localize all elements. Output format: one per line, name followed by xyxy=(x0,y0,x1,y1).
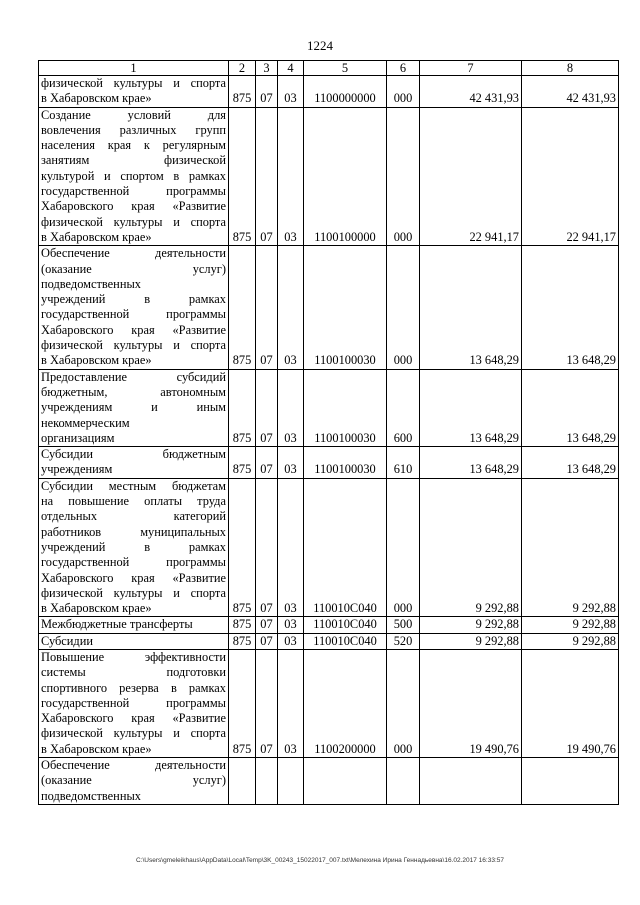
cell-section xyxy=(256,758,278,805)
description-line: Хабаровского края «Развитие xyxy=(41,199,226,214)
description-line: учреждений в рамках xyxy=(41,292,226,307)
cell-target-article: 1100000000 xyxy=(304,76,387,108)
cell-description xyxy=(39,617,229,633)
description-line: Создание условий для xyxy=(41,107,226,122)
cell-expense-type: 610 xyxy=(387,447,420,479)
description-line: государственной программы xyxy=(41,184,226,199)
cell-description xyxy=(39,633,229,649)
cell-subsection: 03 xyxy=(278,633,304,649)
header-cell: 4 xyxy=(278,61,304,76)
cell-section: 07 xyxy=(256,447,278,479)
cell-target-article: 110010С040 xyxy=(304,633,387,649)
cell-grbs: 875 xyxy=(229,246,256,369)
cell-section: 07 xyxy=(256,107,278,246)
table-row xyxy=(39,246,619,369)
description-line: государственной программы xyxy=(41,555,226,570)
cell-subsection: 03 xyxy=(278,649,304,757)
cell-section: 07 xyxy=(256,246,278,369)
description-line: государственной программы xyxy=(41,695,226,710)
description-line: учреждениям и иным xyxy=(41,400,226,415)
table-row xyxy=(39,447,619,479)
cell-amount-1: 13 648,29 xyxy=(420,369,522,446)
cell-amount-1: 9 292,88 xyxy=(420,617,522,633)
description-line: Повышение эффективности xyxy=(41,649,226,664)
description-line: физической культуры и спорта xyxy=(41,726,226,741)
description-line: культурой и спортом в рамках xyxy=(41,168,226,183)
cell-amount-1 xyxy=(420,758,522,805)
description-line: некоммерческим xyxy=(41,415,130,430)
header-cell: 8 xyxy=(522,61,619,76)
description-line: работников муниципальных xyxy=(41,524,226,539)
cell-expense-type: 000 xyxy=(387,246,420,369)
description-line: физической культуры и спорта xyxy=(41,76,226,90)
description-line: подведомственных xyxy=(41,276,141,291)
cell-section: 07 xyxy=(256,76,278,108)
header-cell: 7 xyxy=(420,61,522,76)
cell-subsection: 03 xyxy=(278,246,304,369)
cell-expense-type: 600 xyxy=(387,369,420,446)
cell-amount-2: 13 648,29 xyxy=(522,246,619,369)
table-row xyxy=(39,478,619,617)
cell-description xyxy=(39,447,229,479)
description-line: Субсидии бюджетным xyxy=(41,447,226,462)
table-row xyxy=(39,617,619,633)
table-row xyxy=(39,649,619,757)
description-line: учреждений в рамках xyxy=(41,539,226,554)
table-header-row xyxy=(39,61,619,76)
table-row xyxy=(39,758,619,805)
cell-expense-type: 000 xyxy=(387,649,420,757)
description-line: отдельных категорий xyxy=(41,509,226,524)
cell-section: 07 xyxy=(256,633,278,649)
cell-target-article xyxy=(304,758,387,805)
table-row xyxy=(39,107,619,246)
description-line: Обеспечение деятельности xyxy=(41,758,226,773)
cell-amount-2: 9 292,88 xyxy=(522,633,619,649)
cell-grbs: 875 xyxy=(229,617,256,633)
cell-target-article: 1100100030 xyxy=(304,246,387,369)
description-line: физической культуры и спорта xyxy=(41,585,226,600)
cell-subsection: 03 xyxy=(278,478,304,617)
description-line: организациям xyxy=(41,430,115,445)
cell-description xyxy=(39,478,229,617)
cell-description xyxy=(39,649,229,757)
cell-target-article: 110010С040 xyxy=(304,617,387,633)
cell-amount-2: 42 431,93 xyxy=(522,76,619,108)
cell-amount-1: 9 292,88 xyxy=(420,633,522,649)
cell-amount-1: 13 648,29 xyxy=(420,447,522,479)
cell-grbs: 875 xyxy=(229,447,256,479)
description-line: Хабаровского края «Развитие xyxy=(41,711,226,726)
cell-amount-2: 19 490,76 xyxy=(522,649,619,757)
description-line: (оказание услуг) xyxy=(41,773,226,788)
cell-expense-type: 500 xyxy=(387,617,420,633)
cell-description xyxy=(39,758,229,805)
cell-subsection: 03 xyxy=(278,76,304,108)
table-row xyxy=(39,633,619,649)
description-line: Хабаровского края «Развитие xyxy=(41,322,226,337)
cell-description xyxy=(39,76,229,108)
cell-target-article: 1100200000 xyxy=(304,649,387,757)
cell-amount-1: 9 292,88 xyxy=(420,478,522,617)
description-line: в Хабаровском крае» xyxy=(41,229,152,244)
description-line: в Хабаровском крае» xyxy=(41,741,152,756)
cell-amount-2: 9 292,88 xyxy=(522,478,619,617)
description-line: на повышение оплаты труда xyxy=(41,494,226,509)
description-line: (оказание услуг) xyxy=(41,261,226,276)
cell-amount-2: 9 292,88 xyxy=(522,617,619,633)
table-row xyxy=(39,369,619,446)
cell-target-article: 1100100030 xyxy=(304,369,387,446)
cell-section: 07 xyxy=(256,478,278,617)
page-number: 1224 xyxy=(307,38,333,53)
header-cell: 5 xyxy=(304,61,387,76)
cell-grbs: 875 xyxy=(229,649,256,757)
cell-subsection: 03 xyxy=(278,369,304,446)
description-line: Субсидии местным бюджетам xyxy=(41,478,226,493)
cell-grbs: 875 xyxy=(229,633,256,649)
description-line: государственной программы xyxy=(41,307,226,322)
cell-section: 07 xyxy=(256,369,278,446)
cell-subsection xyxy=(278,758,304,805)
description-line: Хабаровского края «Развитие xyxy=(41,570,226,585)
cell-expense-type: 000 xyxy=(387,107,420,246)
cell-section: 07 xyxy=(256,649,278,757)
cell-amount-2 xyxy=(522,758,619,805)
cell-grbs: 875 xyxy=(229,107,256,246)
cell-description xyxy=(39,107,229,246)
cell-amount-1: 42 431,93 xyxy=(420,76,522,108)
description-line: физической культуры и спорта xyxy=(41,214,226,229)
cell-amount-1: 22 941,17 xyxy=(420,107,522,246)
cell-amount-1: 19 490,76 xyxy=(420,649,522,757)
cell-target-article: 1100100030 xyxy=(304,447,387,479)
header-cell: 1 xyxy=(39,61,229,76)
cell-subsection: 03 xyxy=(278,107,304,246)
description-line: вовлечения различных групп xyxy=(41,122,226,137)
cell-description xyxy=(39,369,229,446)
description-line: подведомственных xyxy=(41,788,141,803)
description-line: Обеспечение деятельности xyxy=(41,246,226,261)
cell-amount-2: 13 648,29 xyxy=(522,369,619,446)
description-line: в Хабаровском крае» xyxy=(41,601,152,616)
description-line: учреждениям xyxy=(41,462,113,477)
cell-grbs: 875 xyxy=(229,76,256,108)
cell-amount-2: 13 648,29 xyxy=(522,447,619,479)
description-line: в Хабаровском крае» xyxy=(41,91,152,106)
cell-grbs: 875 xyxy=(229,478,256,617)
cell-amount-2: 22 941,17 xyxy=(522,107,619,246)
cell-target-article: 110010С040 xyxy=(304,478,387,617)
cell-section: 07 xyxy=(256,617,278,633)
cell-expense-type: 000 xyxy=(387,76,420,108)
cell-target-article: 1100100000 xyxy=(304,107,387,246)
description-line: спортивного резерва в рамках xyxy=(41,680,226,695)
cell-expense-type xyxy=(387,758,420,805)
description-line: Субсидии xyxy=(41,633,93,648)
description-line: Предоставление субсидий xyxy=(41,369,226,384)
cell-description xyxy=(39,246,229,369)
cell-grbs xyxy=(229,758,256,805)
footer-file-path: C:\Users\gmeleikhaus\AppData\Local\Temp\3K_00243_15022017_007.txt\Мелехина Ирина Геннадьевна\16.02.2017 16:33:57 xyxy=(135,857,504,864)
description-line: в Хабаровском крае» xyxy=(41,353,152,368)
header-cell: 2 xyxy=(229,61,256,76)
description-line: физической культуры и спорта xyxy=(41,338,226,353)
header-cell: 6 xyxy=(387,61,420,76)
header-cell: 3 xyxy=(256,61,278,76)
description-line: занятиям физической xyxy=(41,153,226,168)
description-line: бюджетным, автономным xyxy=(41,384,226,399)
cell-subsection: 03 xyxy=(278,447,304,479)
description-line: Межбюджетные трансферты xyxy=(41,617,193,632)
table-row xyxy=(39,76,619,108)
cell-expense-type: 000 xyxy=(387,478,420,617)
description-line: системы подготовки xyxy=(41,665,226,680)
cell-expense-type: 520 xyxy=(387,633,420,649)
budget-table xyxy=(38,60,619,805)
cell-grbs: 875 xyxy=(229,369,256,446)
cell-amount-1: 13 648,29 xyxy=(420,246,522,369)
cell-subsection: 03 xyxy=(278,617,304,633)
description-line: населения края к регулярным xyxy=(41,138,226,153)
